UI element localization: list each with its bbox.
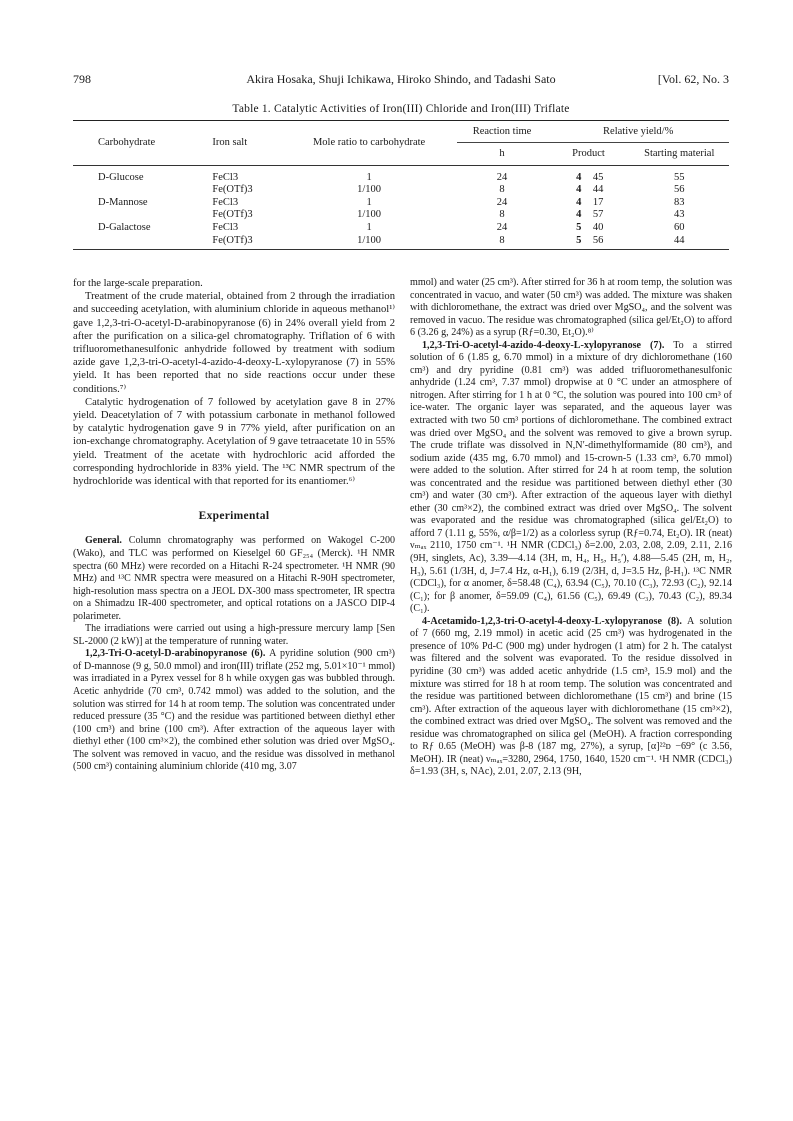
cell-ratio: 1 [366, 196, 372, 208]
cell-ratio: 1 [366, 221, 372, 233]
cell-carbohydrate: D-Glucose [98, 171, 144, 183]
header-starting-material: Starting material [644, 148, 715, 160]
product-number: 5 [576, 235, 582, 247]
paragraph-compound-6 [73, 648, 395, 773]
cell-time: 24 [496, 171, 508, 183]
header-iron-salt: Iron salt [212, 137, 248, 149]
header-reaction-time-unit: h [499, 148, 505, 160]
compound-7-text: To a stirred solution of 6 (1.85 g, 6.70 mmol) in a mixture of dry dichloromethane (160 cm³) and dry pyridine (0.81 cm³) was added trifluoromethanesulfonic anhydride (1.24 cm³, 7.37 mmol) dropwise at 0 °C under an atmosphere of nitrogen. After stirring for 1 h at 0 °C, the solution was poured into 100 cm³ of ice-water. The organic layer was separated, and the aqueous layer was extracted with two 50 cm³ portions of dichloromethane. The combined extract was dried over MgSO₄ and the solvent was removed to give a brown syrup. The crude triflate was dissolved in N,N′-dimethylformamide (80 cm³), and sodium azide (435 mg, 6.70 mmol) and 15-crown-5 (1.33 cm³, 6.70 mmol) were added to the solution. After stirred for 24 h at room temp, the solution was concentrated and the residue was partitioned between diethyl ether (30 cm³) and water (30 cm³). After extraction of the aqueous layer with diethyl ether (30 cm³×2), the combined extract was dried over MgSO₄. The solvent was evaporated and the residue was chromatographed (silica gel/Et₂O) to afford 7 (1.11 g, 55%, α/β=1/2) as a colorless syrup (Rƒ=0.74, Et₂O). IR (neat) νₘₐₓ 2110, 1750 cm⁻¹. ¹H NMR (CDCl₃) δ=2.00, 2.03, 2.08, 2.09, 2.11, 2.16 (9H, singlets, Ac), 3.39—4.14 (3H, m, H₄, H₅, H₅′), 4.88—5.45 (2H, m, H₂, H₃), 5.61 (1/3H, d, J=7.4 Hz, α-H₁), 6.19 (2/3H, d, J=3.5 Hz, β-H₁). ¹³C NMR (CDCl₃), for α anomer, δ=58.48 (C₄), 63.94 (C₅), 70.10 (C₃), 72.93 (C₂), 92.14 (C₁); for β anomer, δ=59.09 (C₄), 61.56 (C₅), 69.49 (C₃), 70.43 (C₂), 89.34 (C₁). [410, 339, 732, 615]
header-product: Product [572, 148, 605, 160]
header-mole-ratio: Mole ratio to carbohydrate [312, 137, 426, 149]
cell-product [547, 209, 629, 221]
running-head-authors: Akira Hosaka, Shuji Ichikawa, Hiroko Shindo, and Tadashi Sato [246, 72, 556, 86]
product-yield: 45 [592, 171, 604, 183]
paragraph: mmol) and water (25 cm³). After stirred for 36 h at room temp, the solution was concentrated in vacuo, and water (50 cm³) was added. The mixture was shaken with dichloromethane, the extract was dried over MgSO₄, and the solvent was removed in vacuo. The residue was chromatographed (silica gel/Et₂O) to afford 6 (3.26 g, 24%) as a syrup (Rƒ=0.30, Et₂O).⁸⁾ [410, 277, 732, 339]
cell-product [547, 221, 629, 233]
cell-iron-salt: FeCl3 [212, 221, 239, 233]
compound-6-text: A pyridine solution (900 cm³) of D-mannose (9 g, 50.0 mmol) and iron(III) triflate (252 mg, 5.01×10⁻¹ mmol) was irradiated in a Pyrex vessel for 8 h while oxygen gas was bubbled through. Acetic anhydride (70 cm³, 0.742 mmol) was added to the solution, and the solution was stirred for 14 h at room temp. The solution was concentrated under reduced pressure (35 °C) and the residue was partitioned between diethyl ether (100 cm³) and brine (100 cm³). After extraction of the aqueous layer with diethyl ether (100 cm³×2), the combined ether solution was dried over MgSO₄. The solvent was removed in vacuo, and the residue was dissolved in methanol (500 cm³) containing aluminium chloride (410 mg, 3.07 [73, 648, 396, 773]
cell-starting: 43 [674, 209, 685, 221]
table-row [73, 172, 729, 184]
left-column [73, 277, 395, 774]
table-row [73, 184, 729, 196]
product-yield: 56 [592, 235, 604, 247]
table-row [73, 209, 729, 221]
table-row [73, 221, 729, 233]
header-reaction-time: Reaction time [457, 121, 548, 143]
cell-time: 8 [499, 235, 505, 247]
paragraph-compound-7 [410, 340, 732, 616]
header-carbohydrate: Carbohydrate [98, 137, 156, 149]
right-column [410, 277, 732, 779]
page-number: 798 [73, 72, 91, 86]
header-relative-yield: Relative yield/% [547, 121, 729, 143]
cell-starting: 83 [674, 196, 685, 208]
paragraph-general [73, 535, 395, 623]
paragraph-compound-8 [410, 616, 732, 779]
cell-iron-salt: FeCl3 [212, 171, 239, 183]
cell-carbohydrate: D-Galactose [98, 221, 151, 233]
running-head-journal: [Vol. 62, No. 3 [657, 72, 729, 86]
cell-time: 8 [499, 209, 505, 221]
table-caption: Table 1. Catalytic Activities of Iron(III) Chloride and Iron(III) Triflate [232, 103, 570, 115]
product-number: 4 [576, 171, 582, 183]
table-row [73, 233, 729, 249]
cell-product [547, 233, 629, 249]
cell-time: 24 [496, 196, 508, 208]
cell-time: 8 [499, 184, 505, 196]
table-row [73, 196, 729, 208]
cell-carbohydrate [73, 184, 212, 196]
cell-ratio: 1/100 [357, 184, 382, 196]
cell-product [547, 196, 629, 208]
paragraph: Catalytic hydrogenation of 7 followed by acetylation gave 8 in 27% yield. Deacetylation of 7 with potassium carbonate in methanol followed by catalytic hydrogenation gave 9 in 77% yield, after purification on an ion-exchange chromatography. Acetylation of 9 gave tetraacetate 10 in 55% yield. Treatment of the acetate with hydrochloric acid afforded the corresponding hydrochloride in 83% yield. The ¹³C NMR spectrum of the hydrochloride was identical with that reported for its enantiomer.⁶⁾ [73, 396, 395, 488]
cell-starting: 55 [674, 171, 685, 183]
cell-carbohydrate [73, 233, 212, 249]
cell-carbohydrate: D-Mannose [98, 196, 148, 208]
cell-ratio: 1/100 [357, 209, 382, 221]
product-yield: 57 [592, 209, 604, 221]
product-yield: 40 [592, 221, 604, 233]
paragraph: The irradiations were carried out using a high-pressure mercury lamp [Sen SL-2000 (2 kW)] at the temperature of running water. [73, 623, 395, 647]
section-title-experimental: Experimental [198, 510, 270, 523]
cell-ratio: 1/100 [357, 235, 382, 247]
compound-8-text: A solution of 7 (660 mg, 2.19 mmol) in acetic acid (25 cm³) was hydrogenated in the presence of 10% Pd-C (900 mg) under hydrogen (1 atm) for 2 h. The catalyst was filtered and the solvent was evaporated. To the residue dissolved in pyridine (30 cm³) was added acetic anhydride (1.5 cm³, 15.9 mol) and the mixture was stirred for 18 h at room temp. The solution was concentrated and the residue was partitioned between dichloromethane (15 cm³) and brine (15 cm³). After extraction of the aqueous layer with dichloromethane (15 cm³×2), the combined extract was dried over MgSO₄. The solvent was removed and the residue was chromatographed on silica gel (MeOH). A fraction corresponding to Rƒ 0.65 (MeOH) was β-8 (187 mg, 27%), a syrup, [α]²²ᴅ −69° (c 3.56, MeOH). IR (neat) νₘₐₓ=3280, 2964, 1750, 1640, 1520 cm⁻¹. ¹H NMR (CDCl₃) δ=1.93 (3H, s, NAc), 2.01, 2.07, 2.13 (9H, [410, 615, 732, 778]
product-number: 4 [576, 196, 582, 208]
table-1 [73, 120, 729, 250]
compound-8-label: 4-Acetamido-1,2,3-tri-O-acetyl-4-deoxy-L-xylopyranose (8). [422, 615, 682, 627]
running-head [73, 72, 729, 86]
paragraph: Treatment of the crude material, obtained from 2 through the irradiation and succeeding acetylation, with aluminium chloride in aqueous methanol¹⁾ gave 1,2,3-tri-O-acetyl-D-arabinopyranose (6) in 24% overall yield from 2 after the purification on a silica-gel chromatography. Triflation of 6 with trifluoromethanesulfonic anhydride followed by treatment with sodium azide gave 1,2,3-tri-O-acetyl-4-azido-4-deoxy-L-xylopyranose (7) in 55% yield. It has been reported that no side reactions occur under these conditions.⁷⁾ [73, 291, 395, 395]
general-text: Column chromatography was performed on Wakogel C-200 (Wako), and TLC was performed on Kieselgel 60 GF₂₅₄ (Merck). ¹H NMR spectra (60 MHz) were recorded on a Hitachi R-24 spectrometer. ¹H NMR (90 MHz) and ¹³C NMR spectra were measured on a Hitachi R-90H spectrometer, high-resolution mass spectra on a JEOL DX-300 mass spectrometer, IR spectra on a Shimadzu IR-400 spectrometer, and optical rotations on a JASCO DIP-4 polarimeter. [73, 535, 395, 622]
general-label: General. [85, 535, 122, 547]
cell-product [547, 172, 629, 184]
paragraph: for the large-scale preparation. [73, 278, 203, 289]
cell-iron-salt: Fe(OTf)3 [212, 235, 253, 247]
product-yield: 44 [592, 184, 604, 196]
product-number: 4 [576, 184, 582, 196]
cell-ratio: 1 [366, 171, 372, 183]
cell-product [547, 184, 629, 196]
cell-iron-salt: Fe(OTf)3 [212, 209, 253, 221]
cell-carbohydrate [73, 209, 212, 221]
cell-starting: 56 [674, 184, 685, 196]
cell-iron-salt: FeCl3 [212, 196, 239, 208]
cell-iron-salt: Fe(OTf)3 [212, 184, 253, 196]
compound-7-label: 1,2,3-Tri-O-acetyl-4-azido-4-deoxy-L-xylopyranose (7). [422, 339, 665, 351]
product-number: 5 [576, 221, 582, 233]
cell-starting: 44 [674, 235, 685, 247]
product-yield: 17 [592, 196, 604, 208]
catalytic-activities-table [73, 120, 729, 250]
compound-6-label: 1,2,3-Tri-O-acetyl-D-arabinopyranose (6). [85, 648, 266, 660]
cell-time: 24 [496, 221, 508, 233]
cell-starting: 60 [674, 221, 685, 233]
product-number: 4 [576, 209, 582, 221]
